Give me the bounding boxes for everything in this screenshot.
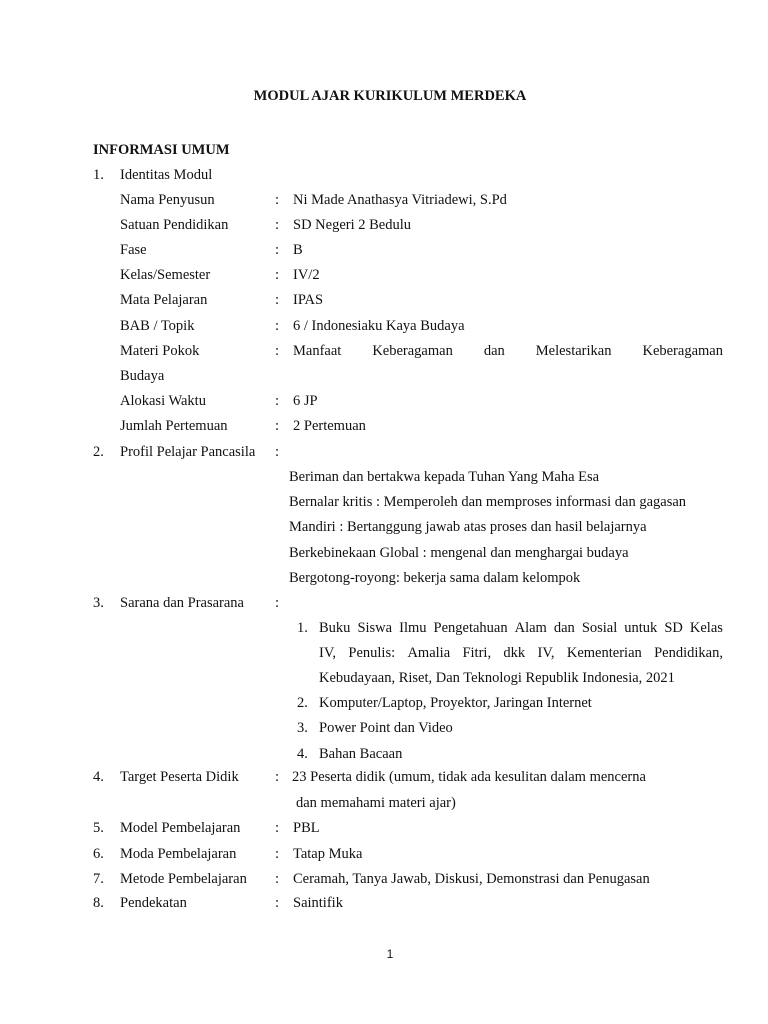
field-label: Model Pembelajaran	[120, 820, 241, 836]
colon: :	[275, 444, 280, 460]
colon: :	[275, 318, 280, 334]
field-value: IPAS	[293, 292, 324, 308]
field-value: Ceramah, Tanya Jawab, Diskusi, Demonstrasi dan Penugasan	[293, 871, 650, 887]
list-line: Komputer/Laptop, Proyektor, Jaringan Internet	[319, 695, 592, 711]
list-number: 2.	[297, 695, 308, 711]
colon: :	[275, 267, 280, 283]
section-heading: INFORMASI UMUM	[93, 142, 230, 158]
field-value	[293, 342, 723, 360]
profil-item: Mandiri : Bertanggung jawab atas proses dan hasil belajarnya	[289, 519, 647, 535]
list-number: 1.	[297, 620, 308, 636]
word: Amalia	[407, 645, 451, 661]
word: Manfaat	[293, 343, 342, 359]
word: Fitri,	[462, 645, 492, 661]
word: Keberagaman	[372, 343, 453, 359]
field-label: Satuan Pendidikan	[120, 217, 229, 233]
field-label: Metode Pembelajaran	[120, 871, 247, 887]
list-number: 4.	[297, 746, 308, 762]
word: Alam	[514, 620, 547, 636]
word: SD	[664, 620, 683, 636]
field-value: Ni Made Anathasya Vitriadewi, S.Pd	[293, 192, 507, 208]
list-line: Kebudayaan, Riset, Dan Teknologi Republik Indonesia, 2021	[319, 670, 675, 686]
word: dan	[483, 343, 505, 359]
field-label: BAB / Topik	[120, 318, 195, 334]
field-label: Fase	[120, 242, 147, 258]
field-value: 2 Pertemuan	[293, 418, 366, 434]
field-value-continuation: Budaya	[120, 368, 165, 384]
colon: :	[275, 871, 280, 887]
word: Keberagaman	[642, 343, 723, 359]
item-number: 5.	[93, 820, 104, 836]
field-value: PBL	[293, 820, 320, 836]
profil-item: Bergotong-royong: bekerja sama dalam kelompok	[289, 570, 581, 586]
colon: :	[275, 846, 280, 862]
colon: :	[275, 595, 280, 611]
profil-label: Profil Pelajar Pancasila	[120, 444, 256, 460]
sarana-label: Sarana dan Prasarana	[120, 595, 244, 611]
field-label: Alokasi Waktu	[120, 393, 206, 409]
field-value: IV/2	[293, 267, 320, 283]
list-line: Power Point dan Video	[319, 720, 453, 736]
colon: :	[275, 820, 280, 836]
word: Kelas	[689, 620, 723, 636]
profil-item: Berkebinekaan Global : mengenal dan menghargai budaya	[289, 545, 629, 561]
colon: :	[275, 192, 280, 208]
colon: :	[275, 418, 280, 434]
profil-item: Bernalar kritis : Memperoleh dan memproses informasi dan gagasan	[289, 494, 687, 510]
field-value: B	[293, 242, 303, 258]
field-value: SD Negeri 2 Bedulu	[293, 217, 411, 233]
field-label: Pendekatan	[120, 895, 187, 911]
colon: :	[275, 217, 280, 233]
item-number: 3.	[93, 595, 104, 611]
list-line	[319, 619, 723, 637]
colon: :	[275, 895, 280, 911]
list-line: Bahan Bacaan	[319, 746, 403, 762]
field-value: 23 Peserta didik (umum, tidak ada kesulitan dalam mencerna	[292, 769, 646, 785]
word: dkk	[503, 645, 526, 661]
colon: :	[275, 242, 280, 258]
field-value: Saintifik	[293, 895, 343, 911]
word: Melestarikan	[535, 343, 612, 359]
word: Ilmu	[399, 620, 427, 636]
field-value-continuation: dan memahami materi ajar)	[296, 795, 456, 811]
item-number: 2.	[93, 444, 104, 460]
word: IV,	[537, 645, 555, 661]
page-title: MODUL AJAR KURIKULUM MERDEKA	[253, 88, 527, 104]
field-label: Target Peserta Didik	[120, 769, 239, 785]
field-value: 6 JP	[293, 393, 318, 409]
item-number: 1.	[93, 167, 104, 183]
word: Penulis:	[348, 645, 396, 661]
field-label: Jumlah Pertemuan	[120, 418, 228, 434]
identitas-label: Identitas Modul	[120, 167, 213, 183]
word: IV,	[319, 645, 337, 661]
colon: :	[275, 343, 280, 359]
item-number: 6.	[93, 846, 104, 862]
list-line	[319, 644, 723, 662]
word: dan	[553, 620, 575, 636]
colon: :	[275, 292, 280, 308]
list-number: 3.	[297, 720, 308, 736]
profil-item: Beriman dan bertakwa kepada Tuhan Yang Maha Esa	[289, 469, 600, 485]
field-value: Tatap Muka	[293, 846, 363, 862]
page-number: 1	[386, 947, 394, 961]
colon: :	[275, 393, 280, 409]
word: Sosial	[581, 620, 618, 636]
field-label: Moda Pembelajaran	[120, 846, 237, 862]
word: untuk	[624, 620, 658, 636]
item-number: 7.	[93, 871, 104, 887]
field-label: Nama Penyusun	[120, 192, 215, 208]
field-label: Materi Pokok	[120, 343, 200, 359]
field-value: 6 / Indonesiaku Kaya Budaya	[293, 318, 465, 334]
field-label: Mata Pelajaran	[120, 292, 208, 308]
word: Pendidikan,	[654, 645, 723, 661]
word: Pengetahuan	[433, 620, 508, 636]
colon: :	[275, 769, 280, 785]
item-number: 8.	[93, 895, 104, 911]
word: Kementerian	[566, 645, 642, 661]
field-label: Kelas/Semester	[120, 267, 211, 283]
word: Buku	[319, 620, 351, 636]
word: Siswa	[357, 620, 393, 636]
item-number: 4.	[93, 769, 104, 785]
